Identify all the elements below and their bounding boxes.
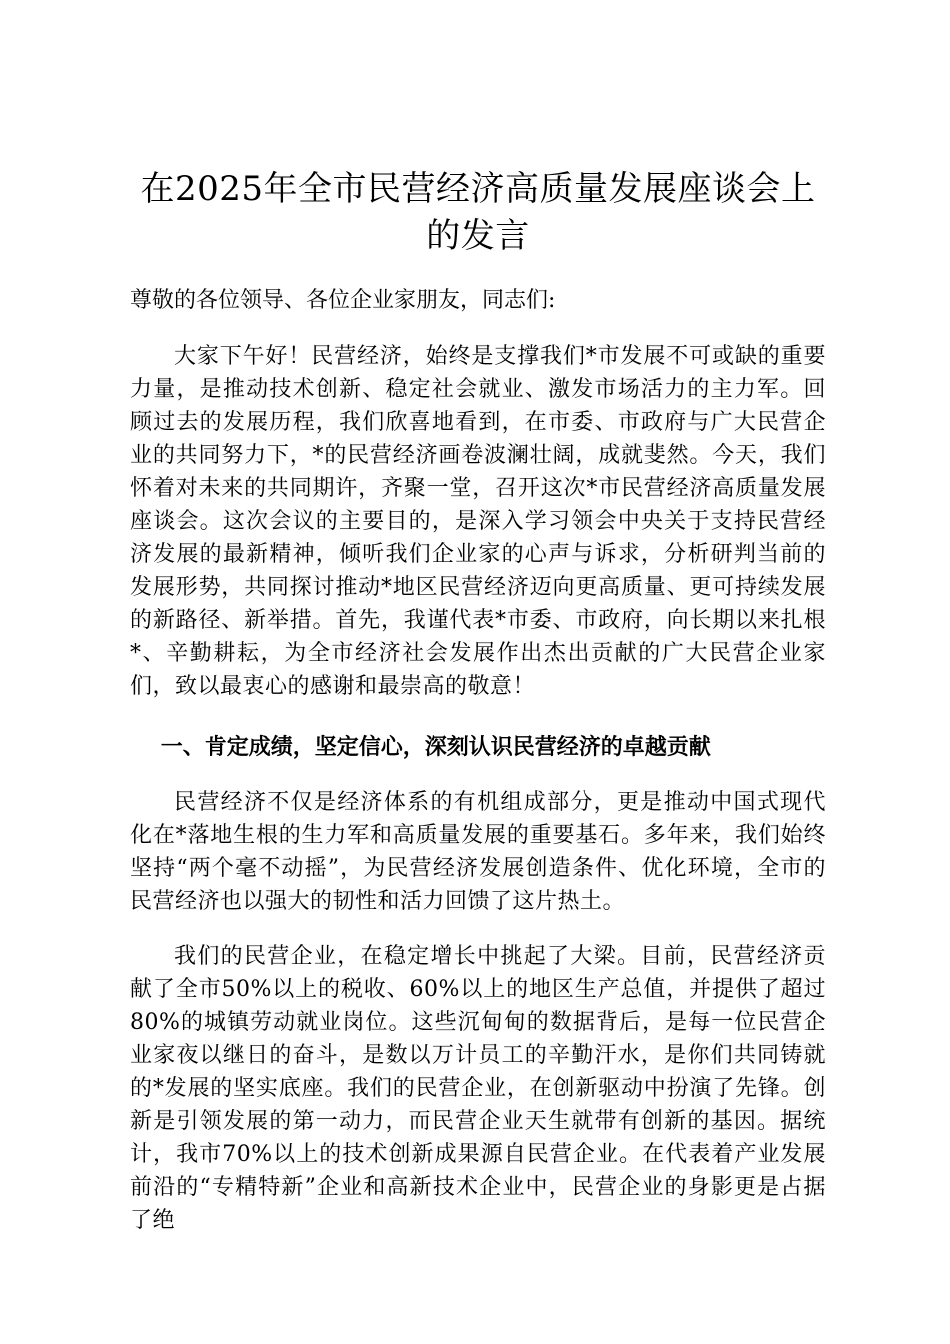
body-paragraph: 我们的民营企业，在稳定增长中挑起了大梁。目前，民营经济贡献了全市50%以上的税收、60%以上的地区生产总值，并提供了超过80%的城镇劳动就业岗位。这些沉甸甸的数据背后，是每一位民营企业家夜以继日的奋斗，是数以万计员工的辛勤汗水，是你们共同铸就的*发展的坚实底座。我们的民营企业，在创新驱动中扮演了先锋。创新是引领发展的第一动力，而民营企业天生就带有创新的基因。据统计，我市70%以上的技术创新成果源自民营企业。在代表着产业发展前沿的“专精特新”企业和高新技术企业中，民营企业的身影更是占据了绝: [130, 944, 826, 1233]
section-heading: 一、肯定成绩，坚定信心，深刻认识民营经济的卓越贡献: [160, 734, 711, 760]
document-title: 在2025年全市民营经济高质量发展座谈会上的发言: [140, 169, 816, 256]
document-page: [130, 0, 826, 1237]
body-paragraph: 民营经济不仅是经济体系的有机组成部分，更是推动中国式现代化在*落地生根的生力军和高质量发展的重要基石。多年来，我们始终坚持“两个毫不动摇”，为民营经济发展创造条件、优化环境，全市的民营经济也以强大的韧性和活力回馈了这片热土。: [130, 790, 826, 914]
intro-paragraph: 大家下午好！民营经济，始终是支撑我们*市发展不可或缺的重要力量，是推动技术创新、稳定社会就业、激发市场活力的主力军。回顾过去的发展历程，我们欣喜地看到，在市委、市政府与广大民营企业的共同努力下，*的民营经济画卷波澜壮阔，成就斐然。今天，我们怀着对未来的共同期许，齐聚一堂，召开这次*市民营经济高质量发展座谈会。这次会议的主要目的，是深入学习领会中央关于支持民营经济发展的最新精神，倾听我们企业家的心声与诉求，分析研判当前的发展形势，共同探讨推动*地区民营经济迈向更高质量、更可持续发展的新路径、新举措。首先，我谨代表*市委、市政府，向长期以来扎根*、辛勤耕耘，为全市经济社会发展作出杰出贡献的广大民营企业家们，致以最衷心的感谢和最崇高的敬意！: [130, 344, 826, 699]
salutation: 尊敬的各位领导、各位企业家朋友，同志们:: [130, 288, 556, 313]
